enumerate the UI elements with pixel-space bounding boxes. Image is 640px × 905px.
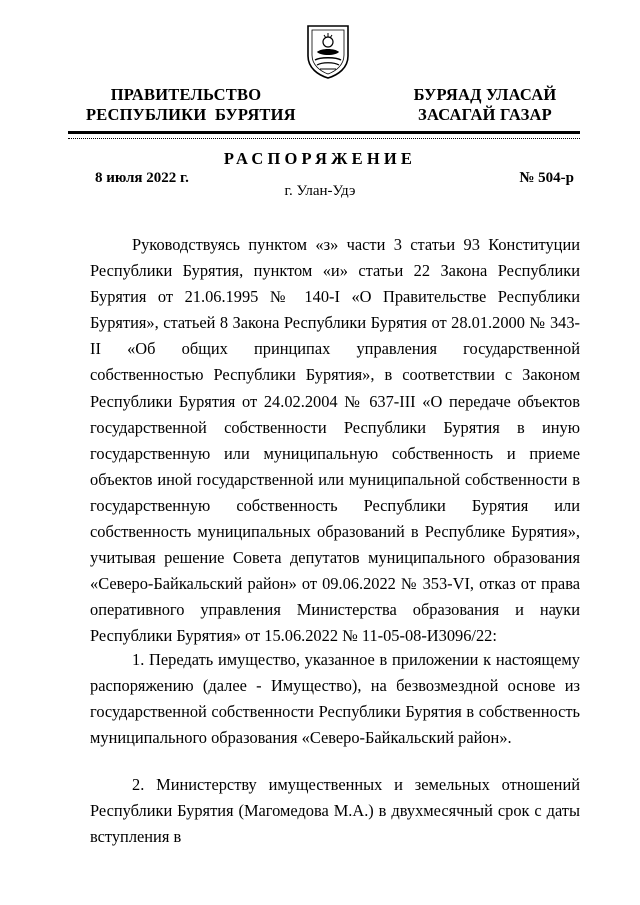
- header-right-line1: БУРЯАД УЛАСАЙ: [413, 85, 557, 104]
- header-right-line2: ЗАСАГАЙ ГАЗАР: [418, 105, 552, 124]
- document-date: 8 июля 2022 г.: [95, 170, 189, 186]
- paragraph-item-1: 1. Передать имущество, указанное в приложении к настоящему распоряжению (далее - Имущество), на безвозмездной основе из государственной собственности Республики Бурятия в собственность муниципального образования «Северо-Байкальский район».: [90, 650, 580, 748]
- header-left: [86, 85, 296, 125]
- header-divider-thick: [68, 131, 580, 134]
- document-title: РАСПОРЯЖЕНИЕ: [223, 149, 417, 168]
- coat-of-arms-icon: [305, 22, 351, 80]
- paragraph-item-2: 2. Министерству имущественных и земельных отношений Республики Бурятия (Магомедова М.А.) в двухмесячный срок с даты вступления в: [90, 775, 580, 847]
- document-number: № 504-р: [519, 170, 574, 186]
- header-divider-dotted: [68, 138, 580, 139]
- header-right: [395, 85, 575, 125]
- paragraph-preamble: Руководствуясь пунктом «з» части 3 статьи 93 Конституции Республики Бурятия, пунктом «и» статьи 22 Закона Республики Бурятия от 21.06.1995 № 140-I «О Правительстве Республики Бурятия», статьей 8 Закона Республики Бурятия от 28.01.2000 № 343-II «Об общих принципах управления государственной собственностью Республики Бурятия», в соответствии с Законом Республики Бурятия от 24.02.2004 № 637-III «О передаче объектов государственной собственности Республики Бурятия в иную государственную или муниципальную собственность и приеме объектов иной государственной или муниципальной собственности в государственную собственность Республики Бурятия или собственность муниципальных образований в Республике Бурятия», учитывая решение Совета депутатов муниципального образования «Северо-Байкальский район» от 09.06.2022 № 353-VI, отказ от права оперативного управления Министерства образования и науки Республики Бурятия» от 15.06.2022 № 11-05-08-И3096/22:: [90, 235, 580, 646]
- header-left-line1: ПРАВИТЕЛЬСТВО: [110, 85, 262, 104]
- document-city: г. Улан-Удэ: [284, 183, 356, 199]
- header-left-line2: РЕСПУБЛИКИ БУРЯТИЯ: [86, 105, 296, 124]
